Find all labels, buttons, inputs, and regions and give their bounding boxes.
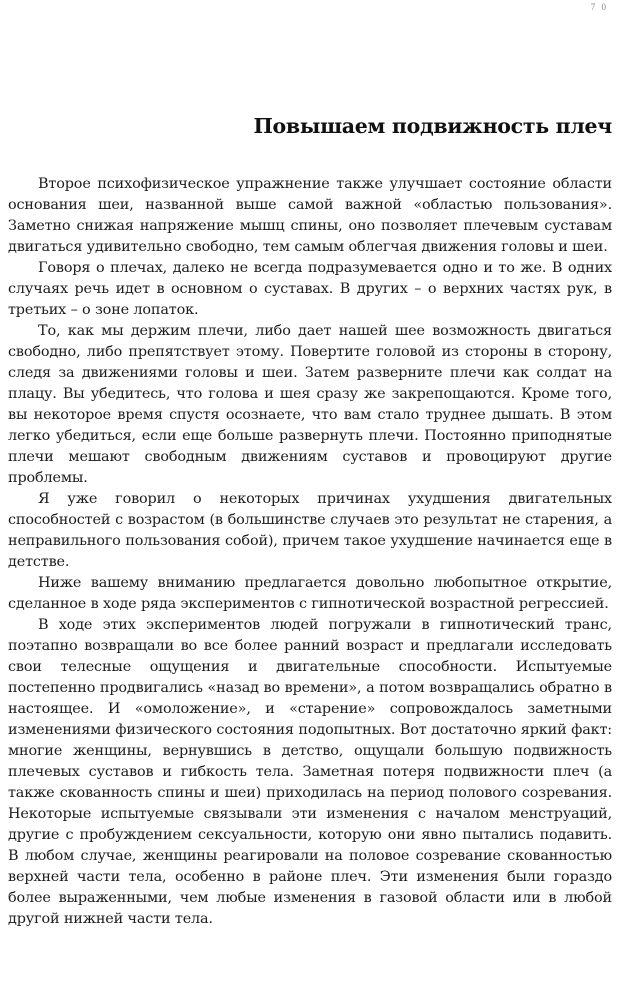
chapter-title: Повышаем подвижность плеч <box>253 114 612 138</box>
paragraph-3: То, как мы держим плечи, либо дает нашей шее возможность двигаться свободно, либо препятствует этому. Повертите головой из стороны в сторону, следя за движениями головы и шеи. Затем разверните плечи как солдат на плацу. Вы убедитесь, что голова и шея сразу же закрепощаются. Кроме того, вы некоторое время спустя осознаете, что вам стало труднее дышать. В этом легко убедиться, если еще больше развернуть плечи. Постоянно приподнятые плечи мешают свободным движениям суставов и провоцируют другие проблемы. <box>8 323 612 486</box>
page-number: 7 0 <box>590 2 608 12</box>
body-text <box>8 174 612 930</box>
paragraph-4: Я уже говорил о некоторых причинах ухудшения двигательных способностей с возрастом (в большинстве случаев это результат не старения, а неправильного пользования собой), причем такое ухудшение начинается еще в детстве. <box>8 491 612 570</box>
paragraph-6: В ходе этих экспериментов людей погружали в гипнотический транс, поэтапно возвращали во все более ранний возраст и предлагали исследовать свои телесные ощущения и двигательные способности. Испытуемые постепенно продвигались «назад во времени», а потом возвращались обратно в настоящее. И «омоложение», и «старение» сопровождалось заметными изменениями физического состояния подопытных. Вот достаточно яркий факт: многие женщины, вернувшись в детство, ощущали большую подвижность плечевых суставов и гибкость тела. Заметная потеря подвижности плеч (а также скованность спины и шеи) приходилась на период полового созревания. Некоторые испытуемые связывали эти изменения с началом менструаций, другие с пробуждением сексуальности, которую они явно пытались подавить. В любом случае, женщины реагировали на половое созревание скованностью верхней части тела, особенно в районе плеч. Эти изменения были гораздо более выраженными, чем любые изменения в газовой области или в любой другой нижней части тела. <box>8 617 612 927</box>
paragraph-2: Говоря о плечах, далеко не всегда подразумевается одно и то же. В одних случаях речь идет в основном о суставах. В других – о верхних частях рук, в третьих – о зоне лопаток. <box>8 260 612 318</box>
paragraph-5: Ниже вашему вниманию предлагается довольно любопытное открытие, сделанное в ходе ряда экспериментов с гипнотической возрастной регрессией. <box>8 575 612 612</box>
paragraph-1: Второе психофизическое упражнение также улучшает состояние области основания шеи, названной выше самой важной «областью пользования». Заметно снижая напряжение мышц спины, оно позволяет плечевым суставам двигаться удивительно свободно, тем самым облегчая движения головы и шеи. <box>8 176 612 255</box>
